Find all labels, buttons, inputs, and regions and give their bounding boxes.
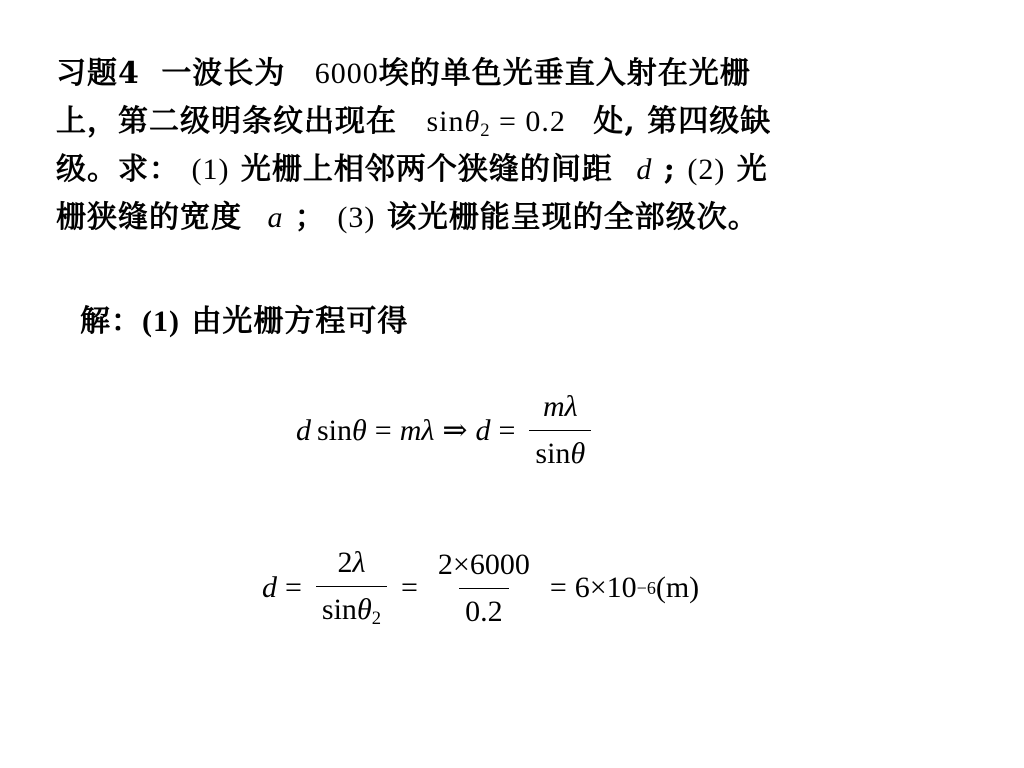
eq-theta: θ	[570, 437, 586, 470]
problem-text: 光栅上相邻两个狭缝的间距	[240, 152, 613, 187]
wavelength-value: 6000	[314, 57, 379, 90]
problem-text: 栅狭缝的宽度	[56, 200, 242, 235]
subscript: 2	[480, 120, 491, 142]
problem-text: 光	[736, 152, 768, 187]
equals-sign: =	[400, 571, 418, 605]
solution-text: 由光栅方程可得	[191, 304, 409, 339]
problem-text: , 第四级缺	[624, 104, 772, 139]
solution-label: 解：	[80, 304, 142, 339]
equals-sign: =	[549, 571, 567, 605]
result-exponent: −6	[636, 577, 656, 598]
problem-text: 该光栅能呈现的全部级次。	[386, 200, 759, 235]
eq-sin: sin	[321, 593, 357, 626]
variable-d: d	[636, 153, 653, 186]
eq-sin: sin	[317, 413, 353, 447]
eq-m: m	[399, 413, 422, 447]
problem-line-2	[56, 98, 936, 146]
part-1-label: (1)	[191, 153, 230, 186]
solution-part-1: (1)	[142, 305, 180, 338]
eq-theta: θ	[356, 593, 372, 626]
denominator	[316, 586, 387, 630]
fraction-2-lambda-over-sin-theta2	[316, 546, 387, 630]
eq-lambda: λ	[421, 413, 435, 447]
denominator: 0.2	[459, 588, 509, 629]
eq-m: m	[542, 390, 565, 423]
result-unit: (m)	[655, 571, 700, 605]
eq-d: d	[296, 413, 311, 447]
denominator	[529, 430, 591, 471]
problem-line-4	[56, 194, 936, 242]
sin-theta-condition	[426, 105, 566, 142]
problem-number: 4	[118, 56, 140, 91]
implies-sign: ⇒	[442, 414, 468, 447]
eq-d: d	[262, 571, 277, 605]
problem-statement	[56, 50, 936, 242]
numerator	[331, 546, 371, 586]
numeral: 2	[337, 546, 353, 579]
sin-text: sin	[426, 105, 465, 138]
fraction-numeric	[432, 548, 536, 629]
subscript: 2	[371, 608, 381, 630]
eq-theta: θ	[352, 413, 367, 447]
result-value: 6×10	[574, 571, 637, 605]
semicolon: ;	[663, 152, 676, 187]
problem-text: 处	[593, 104, 625, 139]
theta-symbol: θ	[464, 105, 481, 138]
fraction-m-lambda-over-sin-theta	[529, 390, 591, 471]
problem-text: 上，第二级明条纹出现在	[56, 104, 397, 139]
eq-lambda: λ	[352, 546, 366, 579]
condition-value: = 0.2	[499, 105, 566, 138]
problem-text: 一波长为	[161, 56, 286, 91]
variable-a: a	[267, 201, 284, 234]
eq-lambda: λ	[564, 390, 578, 423]
equals-sign: =	[498, 413, 516, 447]
spacing-calculation	[262, 546, 699, 630]
eq-sin: sin	[535, 437, 571, 470]
eq-d: d	[475, 413, 491, 447]
equals-sign: =	[374, 413, 392, 447]
numerator: 2×6000	[437, 547, 530, 581]
grating-equation	[296, 390, 597, 471]
equals-sign: =	[285, 571, 302, 605]
problem-text: 级。求：	[56, 152, 180, 187]
part-2-label: (2)	[687, 153, 726, 186]
problem-title: 习题	[56, 56, 118, 91]
numerator	[537, 390, 584, 430]
problem-text: 埃的单色光垂直入射在光栅	[378, 56, 751, 91]
problem-line-3	[56, 146, 936, 194]
problem-line-1	[56, 50, 936, 98]
semicolon: ；	[294, 200, 326, 235]
part-3-label: (3)	[337, 201, 376, 234]
solution-heading	[80, 296, 408, 340]
